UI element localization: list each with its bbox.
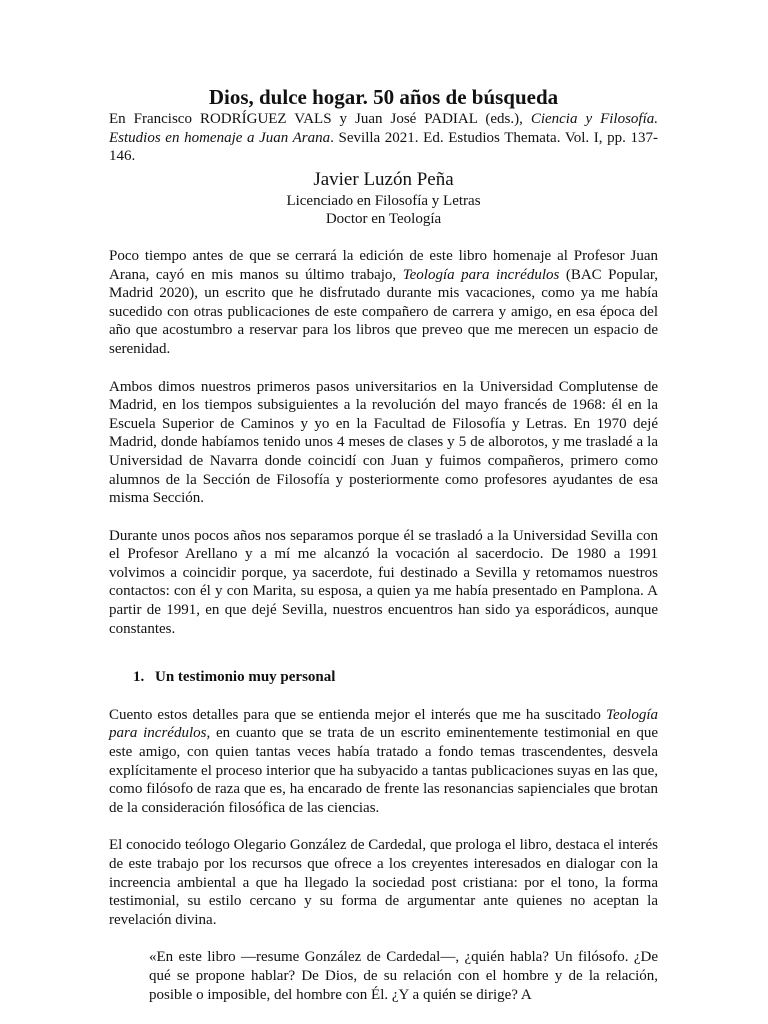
section-heading — [109, 668, 658, 687]
document-title: Dios, dulce hogar. 50 años de búsqueda — [208, 85, 559, 109]
section-paragraph-1 — [109, 706, 658, 818]
block-quote: «En este libro —resume González de Cardedal—, ¿quién habla? Un filósofo. ¿De qué se propone hablar? De Dios, de su relación con el hombre y de la relación, posible o imposible, del hombre con Él. ¿Y a quién se dirige? A — [149, 949, 658, 1003]
author-name: Javier Luzón Peña — [313, 168, 454, 190]
paragraph-2: Ambos dimos nuestros primeros pasos universitarios en la Universidad Complutense de Madrid, en los tiempos subsiguientes a la revolución del mayo francés de 1968: él en la Escuela Superior de Caminos y yo en la Facultad de Filosofía y Letras. En 1970 dejé Madrid, donde habíamos tenido unos 4 meses de clases y 5 de alborotos, y me trasladé a la Universidad de Navarra donde coincidí con Juan y fuimos compañeros, primero como alumnos de la Sección de Filosofía y posteriormente como profesores ayudantes de esa misma Sección. — [109, 378, 658, 507]
section-paragraph-2: El conocido teólogo Olegario González de Cardedal, que prologa el libro, destaca el interés de este trabajo por los recursos que ofrece a los creyentes interesados en dialogar con la increencia ambiental a que ha llegado la sociedad post cristiana: por el tono, la forma testimonial, su estilo cercano y su forma de argumentar ante quienes no aceptan la revelación divina. — [109, 837, 658, 928]
section-paragraph-1-text-a: Cuento estos detalles para que se entienda mejor el interés que me ha suscitado — [109, 706, 607, 723]
section-title: Un testimonio muy personal — [155, 669, 336, 686]
bibliographic-reference — [109, 110, 658, 166]
paragraph-1 — [109, 247, 658, 359]
author-credential-1: Licenciado en Filosofía y Letras — [286, 192, 481, 209]
reference-book-title: Ciencia y Filosofía. Estudios en homenaje a Juan Arana — [109, 111, 659, 146]
document-page — [109, 84, 658, 1004]
paragraph-1-text-a: Poco tiempo antes de que se cerrará la edición de este libro homenaje al Profesor Juan Arana, cayó en mis manos su último trabajo, — [109, 247, 658, 283]
section-number: 1. — [133, 669, 145, 686]
paragraph-3: Durante unos pocos años nos separamos porque él se trasladó a la Universidad Sevilla con el Profesor Arellano y a mí me alcanzó la vocación al sacerdocio. De 1980 a 1991 volvimos a coincidir porque, ya sacerdote, fui destinado a Sevilla y retomamos nuestros contactos: con él y con Marita, su esposa, a quien ya me había presentado en Pamplona. A partir de 1991, en que dejé Sevilla, nuestros encuentros han sido ya esporádicos, aunque constantes. — [109, 527, 658, 637]
reference-publication: . Sevilla 2021. Ed. Estudios Themata. Vol. I, pp. 137-146. — [109, 129, 658, 165]
section-paragraph-1-text-b: , en cuanto que se trata de un escrito eminentemente testimonial en que este amigo, con quien tantas veces había tratado a fondo temas trascendentes, desvela explícitamente el proceso interior que ha subyacido a tantas publicaciones suyas en las que, como filósofo de raza que es, ha encarado de frente las resonancias sapienciales que brotan de la consideración filosófica de las ciencias. — [109, 725, 658, 816]
section-paragraph-1-book-title: Teología para incrédulos — [109, 706, 658, 742]
paragraph-1-book-title: Teología para incrédulos — [402, 266, 560, 283]
reference-editors: En Francisco RODRÍGUEZ VALS y Juan José PADIAL (eds.), — [109, 111, 531, 127]
paragraph-1-text-b: (BAC Popular, Madrid 2020), un escrito que he disfrutado durante mis vacaciones, como ya me había sucedido con otras publicaciones de este compañero de carrera y amigo, en esa época del año que acostumbro a reservar para los libros que preveo que me merecen un espacio de serenidad. — [109, 266, 658, 357]
author-credential-2: Doctor en Teología — [325, 211, 442, 228]
